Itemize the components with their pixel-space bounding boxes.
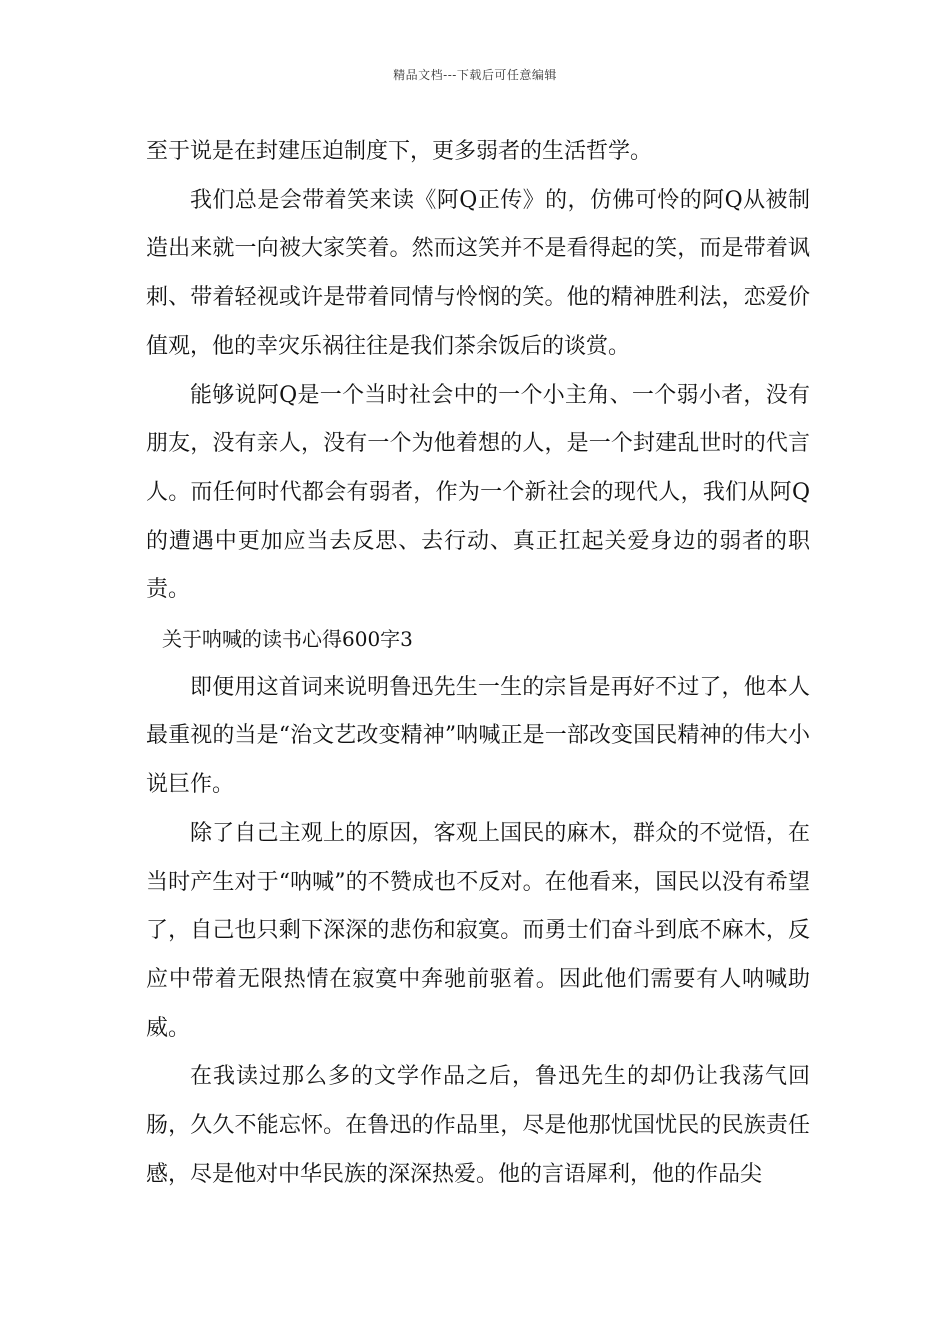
document-body [146, 128, 810, 1199]
paragraph: 在我读过那么多的文学作品之后，鲁迅先生的却仍让我荡气回肠，久久不能忘怀。在鲁迅的作品里，尽是他那忧国忧民的民族责任感，尽是他对中华民族的深深热爱。他的言语犀利，他的作品尖 [146, 1064, 810, 1187]
paragraph: 即便用这首词来说明鲁迅先生一生的宗旨是再好不过了，他本人最重视的当是“治文艺改变精神”呐喊正是一部改变国民精神的伟大小说巨作。 [146, 674, 810, 798]
paragraph: 至于说是在封建压迫制度下，更多弱者的生活哲学。 [146, 139, 653, 164]
paragraph: 能够说阿Q是一个当时社会中的一个小主角、一个弱小者，没有朋友，没有亲人，没有一个为他着想的人，是一个封建乱世时的代言人。而任何时代都会有弱者，作为一个新社会的现代人，我们从阿Q的遭遇中更加应当去反思、去行动、真正扛起关爱身边的弱者的职责。 [146, 382, 810, 603]
section-heading: 关于呐喊的读书心得600字3 [162, 627, 413, 652]
paragraph: 除了自己主观上的原因，客观上国民的麻木，群众的不觉悟，在当时产生对于“呐喊”的不赞成也不反对。在他看来，国民以没有希望了，自己也只剩下深深的悲伤和寂寞。而勇士们奋斗到底不麻木，反应中带着无限热情在寂寞中奔驰前驱着。因此他们需要有人呐喊助威。 [146, 820, 810, 1041]
paragraph: 我们总是会带着笑来读《阿Q正传》的，仿佛可怜的阿Q从被制造出来就一向被大家笑着。然而这笑并不是看得起的笑，而是带着讽刺、带着轻视或许是带着同情与怜悯的笑。他的精神胜利法，恋爱价值观，他的幸灾乐祸往往是我们茶余饭后的谈赏。 [146, 187, 810, 359]
page-header: 精品文档---下载后可任意编辑 [393, 68, 557, 82]
